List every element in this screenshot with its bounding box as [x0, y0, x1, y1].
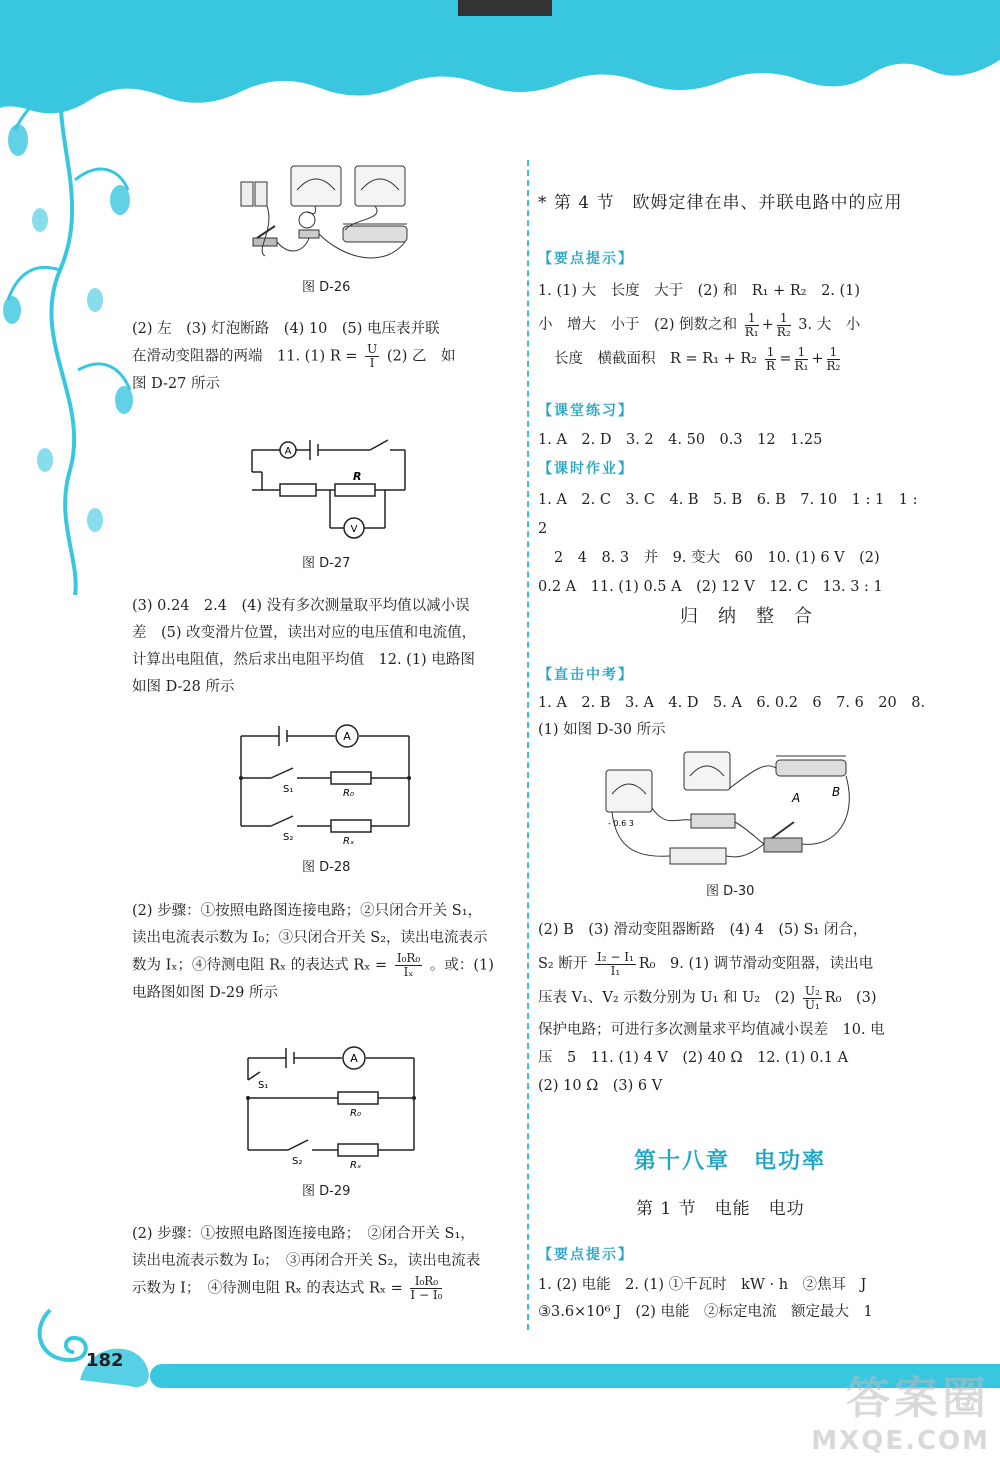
left-line-7: 如图 D-28 所示 — [132, 679, 235, 695]
column-divider — [527, 160, 529, 1330]
left-line-12: (2) 步骤：①按照电路图连接电路； ②闭合开关 S₁， — [132, 1226, 475, 1242]
svg-text:V: V — [350, 524, 358, 535]
left-line-2 — [132, 343, 520, 371]
fraction-1-r: $\frac{1}{R}$ — [766, 344, 776, 373]
right-line-7: 0.2 A 11. (1) 0.5 A (2) 12 V 12. C 13. 3 : 1 — [538, 579, 883, 595]
ammeter-icon — [291, 166, 341, 206]
label-rx-d29: Rₓ — [350, 1160, 362, 1171]
meter-icon-top — [684, 752, 730, 790]
section-1-title: 第 1 节 电能 电功 — [636, 1199, 805, 1219]
fraction-1-r1-b: $\frac{1}{\text{R₁}}$ — [794, 344, 809, 373]
summary-title: 归 纳 整 合 — [680, 606, 813, 627]
right-line-13: 保护电路；可进行多次测量求平均值减小误差 10. 电 — [538, 1022, 885, 1038]
left-line-11: 电路图如图 D-29 所示 — [132, 984, 278, 1001]
right-line-11b: R₀ 9. (1) 调节滑动变阻器，读出电 — [638, 956, 874, 972]
label-s2-d29: S₂ — [292, 1156, 303, 1167]
figure-d26 — [235, 160, 425, 272]
label-a: A — [792, 791, 801, 805]
right-line-3a: 长度 横截面积 R = R₁ + R₂ — [554, 351, 758, 367]
right-line-11 — [538, 950, 930, 978]
right-line-2a: 小 增大 小于 (2) 倒数之和 — [538, 317, 738, 333]
right-line-6: 2 4 8. 3 并 9. 变大 60 10. (1) 6 V (2) — [554, 550, 880, 566]
header-tab — [458, 0, 552, 16]
resistor-icon — [691, 814, 735, 828]
rheostat-icon-d30 — [776, 760, 846, 776]
left-line-1: (2) 左 (3) 灯泡断路 (4) 10 (5) 电压表并联 — [132, 321, 440, 337]
right-line-16: 1. (2) 电能 2. (1) ①千瓦时 kW · h ②焦耳 J — [538, 1277, 867, 1293]
tag-class-exercise: 【课堂练习】 — [538, 403, 634, 419]
label-rx: Rₓ — [343, 836, 355, 847]
rheostat-icon — [343, 226, 407, 242]
left-line-5: 差 (5) 改变滑片位置，读出对应的电压值和电流值， — [132, 625, 477, 641]
left-line-4: (3) 0.24 2.4 (4) 没有多次测量取平均值以减小误 — [132, 598, 470, 614]
watermark — [811, 1362, 990, 1456]
left-line-9: 读出电流表示数为 I₀；③只闭合开关 S₂，读出电流表示 — [132, 930, 488, 946]
left-line-2b: (2) 乙 如 — [386, 348, 456, 365]
battery-icon — [670, 848, 726, 864]
figure-d28 — [235, 718, 415, 854]
caption-d30: 图 D-30 — [706, 884, 755, 899]
left-line-10a: 数为 Iₓ；④待测电阻 Rₓ 的表达式 Rₓ = — [132, 957, 388, 974]
figure-d30 — [596, 748, 866, 876]
figure-d29 — [238, 1040, 418, 1176]
caption-d27: 图 D-27 — [302, 556, 351, 571]
meter-icon-left — [606, 770, 652, 812]
bulb-icon — [299, 212, 315, 228]
right-line-2 — [538, 310, 930, 340]
label-s1-d29: S₁ — [258, 1080, 269, 1091]
fraction-i2-i1: $\frac{\text{I₂ − I₁}}{\text{I₁}}$ — [596, 949, 634, 978]
fraction-rx-2: $\frac{\text{I₀R₀}}{\text{I − I₀}}$ — [410, 1274, 443, 1302]
caption-d29: 图 D-29 — [302, 1184, 351, 1199]
svg-text:A: A — [343, 730, 351, 743]
right-line-14: 压 5 11. (1) 4 V (2) 40 Ω 12. (1) 0.1 A — [538, 1050, 849, 1066]
section-4-title: * 第 4 节 欧姆定律在串、并联电路中的应用 — [538, 193, 903, 213]
svg-text:A: A — [350, 1052, 358, 1065]
fraction-u2-u1: $\frac{\text{U₂}}{\text{U₁}}$ — [804, 983, 820, 1012]
equals-sign: = — [779, 351, 792, 367]
label-b: B — [832, 785, 841, 799]
left-line-3: 图 D-27 所示 — [132, 375, 220, 392]
left-line-14a: 示数为 I； ④待测电阻 Rₓ 的表达式 Rₓ = — [132, 1280, 403, 1297]
voltmeter-icon — [355, 166, 405, 206]
vine-decoration — [0, 40, 140, 600]
label-r: R — [353, 470, 362, 483]
left-line-10b: 。或：(1) — [429, 957, 494, 974]
right-line-9: (1) 如图 D-30 所示 — [538, 722, 666, 738]
left-line-14 — [132, 1275, 520, 1303]
figure-d27 — [240, 432, 410, 542]
left-line-8: (2) 步骤：①按照电路图连接电路；②只闭合开关 S₁， — [132, 903, 483, 919]
tag-homework: 【课时作业】 — [538, 461, 634, 477]
fraction-1-r2: $\frac{1}{\text{R₂}}$ — [776, 310, 791, 339]
plus-sign-1: + — [761, 317, 774, 333]
label-s2: S₂ — [283, 832, 294, 843]
fraction-1-r1: $\frac{1}{\text{R₁}}$ — [744, 310, 759, 339]
plus-sign-2: + — [811, 351, 824, 367]
label-r0: R₀ — [343, 788, 354, 799]
fraction-u-over-i: $\frac{U}{I}$ — [367, 342, 378, 370]
fraction-1-r2-b: $\frac{1}{\text{R₂}}$ — [826, 344, 841, 373]
caption-d28: 图 D-28 — [302, 860, 351, 875]
label-r0-d29: R₀ — [350, 1108, 361, 1119]
fraction-rx-1: $\frac{\text{I₀R₀}}{\text{Iₓ}}$ — [396, 951, 421, 979]
right-line-10: (2) B (3) 滑动变阻器断路 (4) 4 (5) S₁ 闭合， — [538, 922, 868, 938]
label-s1: S₁ — [283, 784, 294, 795]
right-line-12b: R₀ (3) — [824, 990, 877, 1006]
right-line-12a: 压表 V₁、V₂ 示数分别为 U₁ 和 U₂ (2) — [538, 990, 796, 1006]
right-line-15: (2) 10 Ω (3) 6 V — [538, 1078, 663, 1094]
meter-terminals: - 0.6 3 — [608, 819, 634, 828]
right-line-8: 1. A 2. B 3. A 4. D 5. A 6. 0.2 6 7. 6 20 8. — [538, 695, 926, 711]
left-line-6: 计算出电阻值，然后求出电阻平均值 12. (1) 电路图 — [132, 652, 475, 668]
page-number: 182 — [86, 1350, 124, 1371]
right-line-2b: 3. 大 小 — [798, 317, 861, 333]
tag-key-points-2: 【要点提示】 — [538, 1247, 634, 1263]
header-wave — [0, 0, 1000, 140]
footer-swirl-decoration — [30, 1300, 160, 1390]
right-line-12 — [538, 984, 930, 1012]
chapter-18-title: 第十八章 电功率 — [634, 1148, 827, 1174]
right-line-3 — [538, 344, 930, 374]
watermark-url: MXQE.COM — [811, 1426, 990, 1456]
right-line-4: 1. A 2. D 3. 2 4. 50 0.3 12 1.25 — [538, 432, 823, 448]
left-line-10 — [132, 952, 520, 980]
right-line-17: ③3.6×10⁶ J (2) 电能 ②标定电流 额定最大 1 — [538, 1304, 873, 1320]
left-line-13: 读出电流表示数为 I₀； ③再闭合开关 S₂，读出电流表 — [132, 1253, 481, 1269]
left-line-2a: 在滑动变阻器的两端 11. (1) R = — [132, 348, 358, 365]
switch-icon-d30 — [764, 838, 802, 852]
caption-d26: 图 D-26 — [302, 280, 351, 295]
right-line-5: 1. A 2. C 3. C 4. B 5. B 6. B 7. 10 1 : 1 1 : 2 — [538, 492, 918, 537]
tag-key-points-1: 【要点提示】 — [538, 251, 634, 267]
svg-text:A: A — [284, 446, 292, 457]
tag-exam: 【直击中考】 — [538, 667, 634, 683]
right-line-1: 1. (1) 大 长度 大于 (2) 和 R₁ + R₂ 2. (1) — [538, 283, 861, 299]
watermark-logo-text: 答案圈 — [846, 1373, 990, 1424]
right-line-11a: S₂ 断开 — [538, 956, 588, 972]
